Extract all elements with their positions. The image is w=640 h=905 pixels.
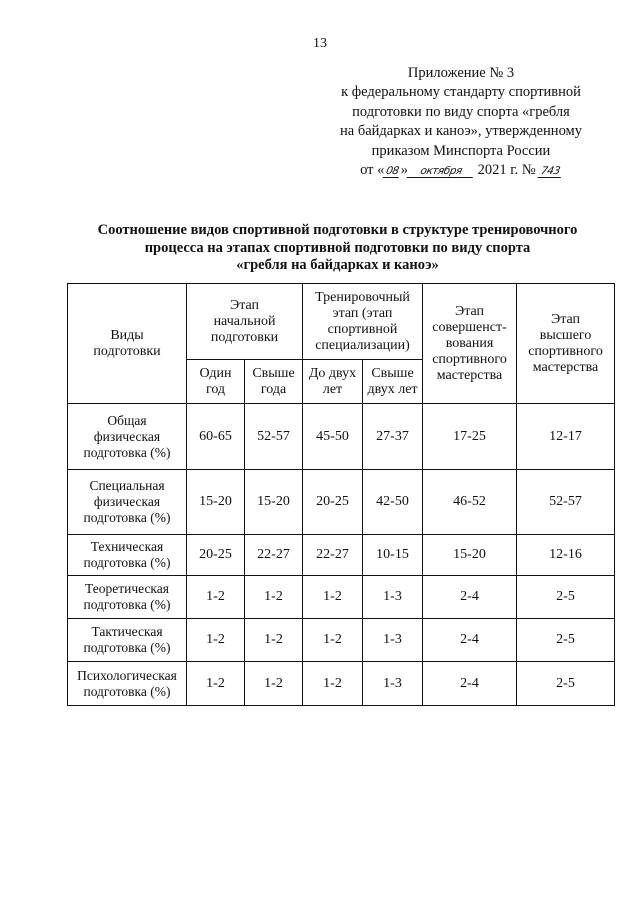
table-cell: 20-25: [303, 470, 363, 535]
title-line: процесса на этапах спортивной подготовки по виду спорта: [144, 239, 531, 256]
subheader-over-one-year: Свыше года: [245, 360, 303, 404]
header-improvement-stage: Этап совершенст- вования спортивного мастерства: [423, 284, 517, 404]
table-cell: 1-2: [245, 662, 303, 706]
header-highest-stage: Этап высшего спортивного мастерства: [517, 284, 615, 404]
title-line: «гребля на байдарках и каноэ»: [236, 257, 439, 274]
table-cell: 2-5: [517, 576, 615, 619]
training-ratio-table: [67, 283, 615, 706]
table-cell: 1-2: [187, 619, 245, 662]
row-label: Общая физическая подготовка (%): [68, 404, 187, 470]
table-cell: 1-3: [363, 662, 423, 706]
table-cell: 1-2: [303, 662, 363, 706]
subheader-up-to-two-years: До двух лет: [303, 360, 363, 404]
title-line: Соотношение видов спортивной подготовки в структуре тренировочного: [97, 222, 578, 238]
table-row: [68, 662, 615, 706]
table-cell: 1-2: [303, 576, 363, 619]
table-cell: 2-4: [423, 619, 517, 662]
date-prefix: от «: [360, 162, 385, 179]
quote-close: »: [400, 162, 409, 179]
table-row: [68, 576, 615, 619]
handwritten-order-number: 743: [538, 165, 563, 178]
table-row: [68, 619, 615, 662]
appendix-line: подготовки по виду спорта «гребля: [352, 103, 570, 120]
table-cell: 15-20: [423, 535, 517, 576]
table-cell: 45-50: [303, 404, 363, 470]
header-training-types: Виды подготовки: [68, 284, 187, 404]
table-cell: 15-20: [187, 470, 245, 535]
appendix-title: Приложение № 3: [407, 65, 515, 81]
table-cell: 27-37: [363, 404, 423, 470]
table-cell: 1-2: [187, 662, 245, 706]
table-row: [68, 535, 615, 576]
table-row: [68, 470, 615, 535]
year-text: 2021 г. №: [477, 162, 536, 179]
header-initial-stage: Этап начальной подготовки: [187, 284, 303, 360]
subheader-over-two-years: Свыше двух лет: [363, 360, 423, 404]
table-cell: 60-65: [187, 404, 245, 470]
table-cell: 52-57: [517, 470, 615, 535]
row-label: Техническая подготовка (%): [68, 535, 187, 576]
table-cell: 42-50: [363, 470, 423, 535]
table-cell: 2-5: [517, 662, 615, 706]
document-title: [60, 222, 615, 275]
table-cell: 1-2: [245, 576, 303, 619]
table-cell: 17-25: [423, 404, 517, 470]
table-cell: 1-2: [187, 576, 245, 619]
table-cell: 2-4: [423, 576, 517, 619]
row-label: Тактическая подготовка (%): [68, 619, 187, 662]
table-cell: 46-52: [423, 470, 517, 535]
appendix-line: к федеральному стандарту спортивной: [341, 84, 581, 101]
subheader-one-year: Один год: [187, 360, 245, 404]
header-training-stage: Тренировочный этап (этап спортивной специализации): [303, 284, 423, 360]
table-cell: 52-57: [245, 404, 303, 470]
row-label: Психологическая подготовка (%): [68, 662, 187, 706]
row-label: Специальная физическая подготовка (%): [68, 470, 187, 535]
row-label: Теоретическая подготовка (%): [68, 576, 187, 619]
table-cell: 2-5: [517, 619, 615, 662]
table-cell: 22-27: [303, 535, 363, 576]
table-cell: 15-20: [245, 470, 303, 535]
handwritten-month: октября: [407, 165, 476, 178]
table-cell: 1-2: [245, 619, 303, 662]
order-date-line: [296, 161, 626, 180]
table-cell: 1-3: [363, 576, 423, 619]
table-cell: 22-27: [245, 535, 303, 576]
table-row: [68, 404, 615, 470]
table-cell: 12-16: [517, 535, 615, 576]
table-cell: 1-2: [303, 619, 363, 662]
appendix-header: [296, 64, 626, 180]
page-number: 13: [313, 36, 327, 51]
handwritten-day: 08: [383, 165, 402, 178]
table-cell: 12-17: [517, 404, 615, 470]
appendix-line: на байдарках и каноэ», утвержденному: [340, 123, 582, 140]
appendix-line: приказом Минспорта России: [371, 142, 551, 159]
table-cell: 1-3: [363, 619, 423, 662]
table-cell: 20-25: [187, 535, 245, 576]
table-cell: 2-4: [423, 662, 517, 706]
table-cell: 10-15: [363, 535, 423, 576]
